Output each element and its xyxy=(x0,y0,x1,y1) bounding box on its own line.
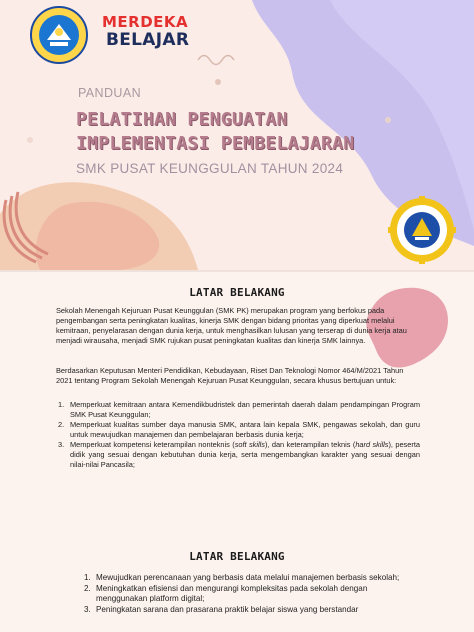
list-item xyxy=(84,605,404,616)
title-line-2: IMPLEMENTASI PEMBELAJARAN xyxy=(76,133,355,154)
document-subtitle: SMK PUSAT KEUNGGULAN TAHUN 2024 xyxy=(76,161,344,176)
list-item xyxy=(58,440,420,470)
brand-bottom: BELAJAR xyxy=(106,30,190,50)
item-text: Peningkatan sarana dan prasarana praktik belajar siswa yang berstandar xyxy=(96,604,359,614)
item-number: 3. xyxy=(58,440,65,449)
item-number: 2. xyxy=(58,420,65,429)
item-number: 1. xyxy=(58,400,65,409)
list-item xyxy=(58,420,420,440)
list-item xyxy=(58,400,420,420)
item-number: 2. xyxy=(84,583,91,593)
objectives-list xyxy=(58,400,420,470)
item-number: 3. xyxy=(84,604,91,614)
section-heading-2: LATAR BELAKANG xyxy=(189,550,285,563)
list-item xyxy=(84,584,404,605)
section-heading-1: LATAR BELAKANG xyxy=(189,286,285,299)
list-item xyxy=(84,573,404,584)
item-number: 1. xyxy=(84,573,91,582)
decree-paragraph: Berdasarkan Keputusan Menteri Pendidikan, Kebudayaan, Riset Dan Teknologi Nomor 464/M/2021 Tahun 2021 tentang Program Sekolah Menengah Kejuruan Pusat Keunggulan, secara khusus bertujuan untuk: xyxy=(56,366,404,385)
title-line-1: PELATIHAN PENGUATAN xyxy=(76,109,288,130)
intro-paragraph: Sekolah Menengah Kejuruan Pusat Keunggulan (SMK PK) merupakan program yang berfokus pada pengembangan serta peningkatan kualitas, kinerja SMK dengan bidang prioritas yang diperkuat melalui kemitraan, penyelarasan dengan dunia kerja, untuk menghasilkan lulusan yang terserap di dunia kerja atau menjadi wirausaha, menjadi SMK rujukan pusat peningkatan kualitas dan kinerja SMK lainnya. xyxy=(56,306,407,345)
item-emphasis: soft skills xyxy=(234,440,265,449)
item-text-part: ), dan keterampilan teknis ( xyxy=(264,440,356,449)
item-text: Memperkuat kemitraan antara Kemendikbudristek dan pemerintah daerah dalam pendampingan Program SMK Pusat Keunggulan; xyxy=(70,400,420,419)
item-text-part: Memperkuat kompetensi keterampilan nonteknis ( xyxy=(70,440,235,449)
document-type: PANDUAN xyxy=(78,86,141,100)
goals-list xyxy=(84,573,404,615)
item-text: Meningkatkan efisiensi dan mengurangi kompleksitas pada sekolah dengan menggunakan platform digital; xyxy=(96,583,368,604)
item-emphasis: hard skills xyxy=(355,440,389,449)
item-text: Mewujudkan perencanaan yang berbasis data melalui manajemen berbasis sekolah; xyxy=(96,573,400,582)
brand-top: MERDEKA xyxy=(102,13,189,31)
item-text-part: ), peserta didik yang sesuai dengan kebutuhan dunia kerja, serta mengembangkan karakter yang sesuai dengan nilai-nilai Pancasila; xyxy=(70,440,420,469)
item-text: Memperkuat kualitas sumber daya manusia SMK, antara lain kepala SMK, pengawas sekolah, dan guru untuk mewujudkan manajemen dan pembelajaran berbasis dunia kerja; xyxy=(70,420,420,439)
